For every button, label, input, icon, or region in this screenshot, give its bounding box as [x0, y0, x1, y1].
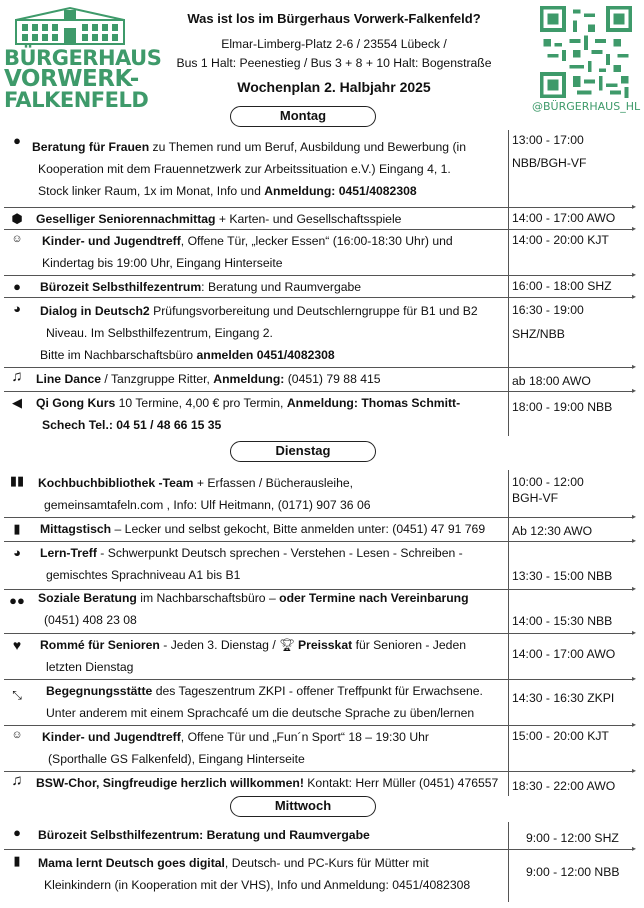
logo-line-3: FALKENFELD: [4, 88, 149, 112]
list-item: ▸ ♥ Rommé für Senioren - Jeden 3. Dienstag / 🏆︎ Preisskat für Senioren - Jeden letzten Dienstag 14:00 - 17:00 AWO: [4, 634, 634, 680]
books-icon: ▮▮: [9, 473, 25, 488]
smiley-icon: ☺: [11, 233, 23, 245]
list-item: ▸ ♫ Line Dance / Tanzgruppe Ritter, Anmeldung: (0451) 79 88 415 ab 18:00 AWO: [4, 368, 634, 392]
house-icon: [14, 6, 126, 46]
list-item: ▮ Mama lernt Deutsch goes digital, Deutsch- und PC-Kurs für Mütter mit Kleinkindern (in Kooperation mit der VHS), Info und Anmeldung: 0451/4082308 9:00 - 12:00 NBB: [4, 850, 634, 902]
megaphone-icon: ◀: [12, 395, 22, 410]
person-speaking-icon: ◕: [13, 545, 21, 560]
arrows-in-icon: ⤡: [12, 688, 22, 702]
address: Elmar-Limberg-Platz 2-6 / 23554 Lübeck /: [221, 37, 447, 51]
list-item: ▸ ▮ Mittagstisch – Lecker und selbst gekocht, Bitte anmelden unter: (0451) 47 91 769 Ab 12:30 AWO: [4, 518, 634, 542]
dice-icon: ⬢: [11, 211, 23, 226]
list-item: ▸ ● Bürozeit Selbsthilfezentrum: Beratung und Raumvergabe 16:00 - 18:00 SHZ: [4, 276, 634, 298]
bus-info: Bus 1 Halt: Peenestieg / Bus 3 + 8 + 10 Halt: Bogenstraße: [176, 56, 492, 70]
day-header-tuesday: Dienstag: [230, 441, 376, 462]
list-item: ▸ ⬢ Geselliger Seniorennachmittag + Karten- und Gesellschaftsspiele 14:00 - 17:00 AWO: [4, 208, 634, 230]
list-item: ▸ ● Beratung für Frauen zu Themen rund um Beruf, Ausbildung und Bewerbung (in Kooperation mit dem Frauennetzwerk zur Arbeitssituation e.V.) Eingang 4, 1. Stock linker Raum, 1x im Monat, Info und Anmeldung: 0451/4082308 13:00 - 17:00 NBB/BGH-VF: [4, 130, 634, 208]
list-item: ▸ ◕ Lern-Treff - Schwerpunkt Deutsch sprechen - Verstehen - Lesen - Schreiben - gemischtes Sprachniveau A1 bis B1 13:30 - 15:00 NBB: [4, 542, 634, 590]
speech-bubble-icon: ●: [13, 825, 21, 840]
page-title: Was ist los im Bürgerhaus Vorwerk-Falkenfeld?: [187, 11, 481, 26]
speech-bubble-icon: ●●: [9, 593, 25, 608]
heart-icon: ♥: [12, 637, 22, 653]
music-note-icon: ♫: [11, 772, 23, 789]
books-icon: ▮: [13, 521, 21, 536]
list-item: ♫ BSW-Chor, Singfreudige herzlich willkommen! Kontakt: Herr Müller (0451) 476557 18:30 - 22:00 AWO: [4, 772, 634, 796]
list-item: ◀ Qi Gong Kurs 10 Termine, 4,00 € pro Termin, Anmeldung: Thomas Schmitt- Schech Tel.: 04 51 / 48 66 15 35 18:00 - 19:00 NBB: [4, 392, 634, 436]
speech-bubble-icon: ●: [13, 133, 21, 148]
buergerhaus-logo: [4, 4, 162, 116]
day-header-wednesday: Mittwoch: [230, 796, 376, 817]
list-item: ▸ ☺ Kinder- und Jugendtreff, Offene Tür und „Fun´n Sport“ 18 – 19:30 Uhr (Sporthalle GS Falkenfeld), Eingang Hinterseite 15:00 - 20:00 KJT: [4, 726, 634, 772]
speech-bubble-icon: ●: [13, 279, 21, 294]
list-item: ▸ ☺ Kinder- und Jugendtreff, Offene Tür, „lecker Essen“ (16:00-18:30 Uhr) und Kindertag bis 19:00 Uhr, Eingang Hinterseite 14:00 - 20:00 KJT: [4, 230, 634, 276]
list-item: ▸ ● Bürozeit Selbsthilfezentrum: Beratung und Raumvergabe 9:00 - 12:00 SHZ: [4, 822, 634, 850]
person-speaking-icon: ◕: [13, 301, 21, 316]
list-item: ▸ ◕ Dialog in Deutsch2 Prüfungsvorbereitung und Deutschlerngruppe für B1 und B2 Niveau. Im Selbsthilfezentrum, Eingang 2. Bitte im Nachbarschaftsbüro anmelden 0451/4082308 16:30 - 19:00 SHZ/NBB: [4, 298, 634, 368]
list-item: ▸ ▮▮ Kochbuchbibliothek -Team + Erfassen / Bücherausleihe, gemeinsamtafeln.com , Info: Ulf Heitmann, (0171) 907 36 06 10:00 - 12:00 BGH-VF: [4, 470, 634, 518]
logo-line-1: BÜRGERHAUS: [4, 46, 162, 70]
logo-line-2: VORWERK-: [4, 66, 139, 92]
books-icon: ▮: [13, 853, 21, 868]
social-handle[interactable]: @BÜRGERHAUS_HL: [532, 100, 641, 113]
smiley-icon: ☺: [11, 729, 23, 741]
qr-code[interactable]: [540, 6, 632, 98]
list-item: ▸ ⤡ Begegnungsstätte des Tageszentrum ZKPI - offener Treffpunkt für Erwachsene. Unter anderem mit einem Sprachcafé um die deutsche Sprache zu üben/lernen 14:30 - 16:30 ZKPI: [4, 680, 634, 726]
trophy-icon: 🏆︎: [279, 638, 298, 652]
plan-title: Wochenplan 2. Halbjahr 2025: [237, 79, 431, 95]
day-header-monday: Montag: [230, 106, 376, 127]
list-item: ▸ ●● Soziale Beratung im Nachbarschaftsbüro – oder Termine nach Vereinbarung (0451) 408 23 08 14:00 - 15:30 NBB: [4, 590, 634, 634]
music-note-icon: ♫: [11, 368, 23, 385]
